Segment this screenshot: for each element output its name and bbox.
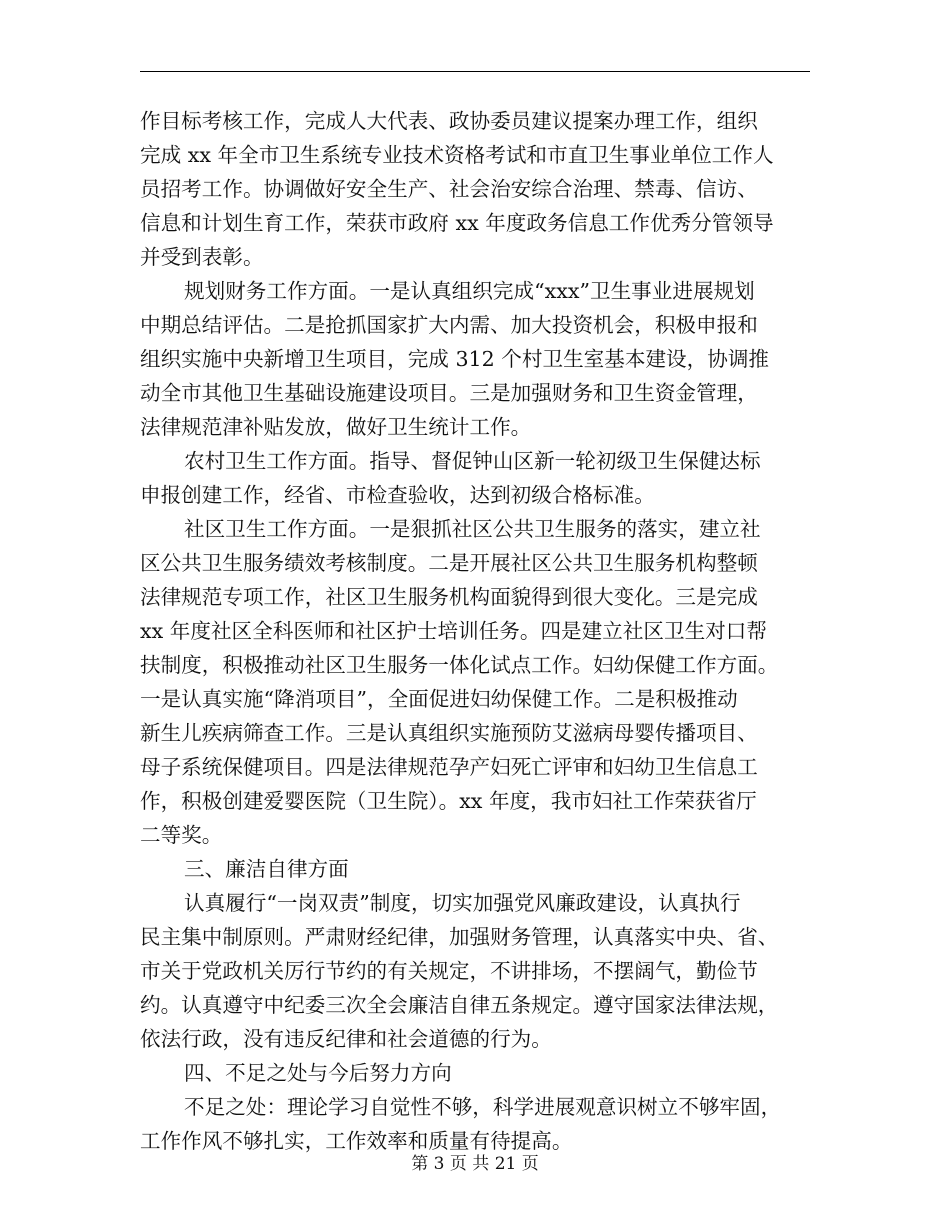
text-line: 组织实施中央新增卫生项目，完成 312 个村卫生室基本建设，协调推	[140, 347, 770, 371]
text-line: xx 年度社区全科医师和社区护士培训任务。四是建立社区卫生对口帮	[140, 619, 767, 643]
document-body	[140, 104, 810, 1158]
text-line: 三、廉洁自律方面	[184, 857, 349, 881]
text-line: 社区卫生工作方面。一是狠抓社区公共卫生服务的落实，建立社	[184, 517, 761, 541]
text-line: 认真履行“一岗双责”制度，切实加强党风廉政建设，认真执行	[184, 891, 741, 915]
text-line: 并受到表彰。	[140, 245, 264, 269]
text-line: 中期总结评估。二是抢抓国家扩大内需、加大投资机会，积极申报和	[140, 313, 758, 337]
text-line: 四、不足之处与今后努力方向	[184, 1061, 452, 1085]
text-line: 法律规范津补贴发放，做好卫生统计工作。	[140, 415, 532, 439]
text-line: 员招考工作。协调做好安全生产、社会治安综合治理、禁毒、信访、	[140, 177, 758, 201]
text-line: 信息和计划生育工作，荣获市政府 xx 年度政务信息工作优秀分管领导	[140, 211, 774, 235]
text-line: 不足之处：理论学习自觉性不够，科学进展观意识树立不够牢固，	[184, 1095, 782, 1119]
page-number-footer: 第 3 页 共 21 页	[411, 1154, 539, 1174]
text-line: 民主集中制原则。严肃财经纪律，加强财务管理，认真落实中央、省、	[140, 925, 779, 949]
text-line: 母子系统保健项目。四是法律规范孕产妇死亡评审和妇幼卫生信息工	[140, 755, 758, 779]
text-line: 区公共卫生服务绩效考核制度。二是开展社区公共卫生服务机构整顿	[140, 551, 758, 575]
text-line: 农村卫生工作方面。指导、督促钟山区新一轮初级卫生保健达标	[184, 449, 761, 473]
text-line: 新生儿疾病筛查工作。三是认真组织实施预防艾滋病母婴传播项目、	[140, 721, 758, 745]
text-line: 完成 xx 年全市卫生系统专业技术资格考试和市直卫生事业单位工作人	[140, 143, 774, 167]
text-line: 申报创建工作，经省、市检查验收，达到初级合格标准。	[140, 483, 655, 507]
text-line: 工作作风不够扎实，工作效率和质量有待提高。	[140, 1129, 573, 1153]
text-line: 规划财务工作方面。一是认真组织完成“xxx”卫生事业进展规划	[184, 279, 755, 303]
text-line: 依法行政，没有违反纪律和社会道德的行为。	[140, 1027, 552, 1051]
text-line: 法律规范专项工作，社区卫生服务机构面貌得到很大变化。三是完成	[140, 585, 758, 609]
header-rule	[140, 71, 810, 72]
text-line: 动全市其他卫生基础设施建设项目。三是加强财务和卫生资金管理，	[140, 381, 758, 405]
text-line: 扶制度，积极推动社区卫生服务一体化试点工作。妇幼保健工作方面。	[140, 653, 779, 677]
text-line: 一是认真实施“降消项目”，全面促进妇幼保健工作。二是积极推动	[140, 687, 738, 711]
text-line: 二等奖。	[140, 823, 223, 847]
text-line: 约。认真遵守中纪委三次全会廉洁自律五条规定。遵守国家法律法规，	[140, 993, 779, 1017]
text-line: 作，积极创建爱婴医院（卫生院）。xx 年度，我市妇社工作荣获省厅	[140, 789, 757, 813]
text-line: 作目标考核工作，完成人大代表、政协委员建议提案办理工作，组织	[140, 109, 758, 133]
text-line: 市关于党政机关厉行节约的有关规定，不讲排场，不摆阔气，勤俭节	[140, 959, 758, 983]
